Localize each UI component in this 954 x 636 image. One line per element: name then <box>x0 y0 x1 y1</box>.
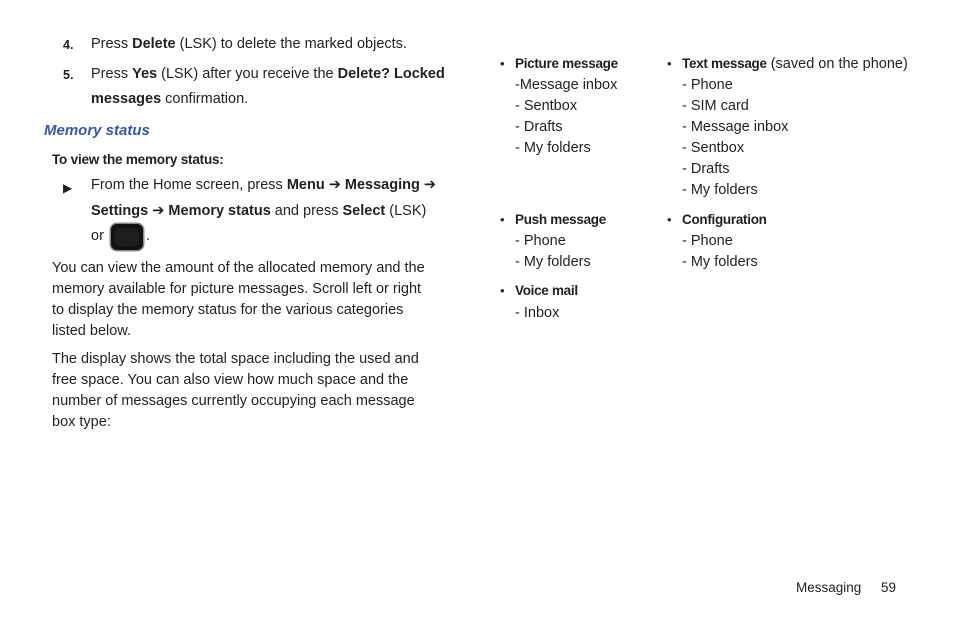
ok-key-icon <box>111 224 143 250</box>
list-item: - My folders <box>682 182 758 198</box>
triangle-bullet-icon: ▶ <box>63 181 73 195</box>
step-5-text-line1: Press Yes (LSK) after you receive the Delete? Locked <box>91 66 445 82</box>
paragraph-display-info: The display shows the total space including the used and free space. You can also view how much space and the number of messages currently occupying each message box type: <box>52 351 419 430</box>
list-item: - Drafts <box>682 161 730 177</box>
list-item: - Phone <box>515 233 566 249</box>
bullet-icon: • <box>667 56 672 71</box>
category-voice-mail: Voice mail <box>515 283 578 298</box>
list-item: - Inbox <box>515 305 560 321</box>
list-item: - Sentbox <box>515 98 578 114</box>
category-text-message: Text message (saved on the phone) <box>682 56 908 72</box>
instruction-line1: From the Home screen, press Menu ➔ Messaging ➔ <box>91 177 437 193</box>
instruction-line2: Settings ➔ Memory status and press Select (LSK) <box>91 203 427 219</box>
instruction-period: . <box>146 228 151 244</box>
list-item: - Message inbox <box>682 119 789 135</box>
category-picture-message: Picture message <box>515 56 618 71</box>
paragraph-memory-view: You can view the amount of the allocated memory and the memory available for picture messages. Scroll left or right to display the memory status for the various categories listed below. <box>52 260 425 339</box>
section-subheading: To view the memory status: <box>52 152 224 167</box>
bullet-icon: • <box>500 212 505 227</box>
bullet-icon: • <box>500 56 505 71</box>
category-push-message: Push message <box>515 212 606 227</box>
bullet-icon: • <box>500 283 505 298</box>
step-number-5: 5. <box>63 68 74 82</box>
instruction-or: or <box>91 228 104 244</box>
list-item: - Drafts <box>515 119 563 135</box>
list-item: - My folders <box>515 254 591 270</box>
list-item: - SIM card <box>682 98 749 114</box>
list-item: - My folders <box>515 140 591 156</box>
step-5-text-line2: messages confirmation. <box>91 91 249 107</box>
list-item: - My folders <box>682 254 758 270</box>
step-number-4: 4. <box>63 38 74 52</box>
footer-section-name: Messaging <box>796 580 862 595</box>
list-item: - Phone <box>682 77 733 93</box>
list-item: - Phone <box>682 233 733 249</box>
list-item: - Sentbox <box>682 140 745 156</box>
category-configuration: Configuration <box>682 212 767 227</box>
bullet-icon: • <box>667 212 672 227</box>
section-heading: Memory status <box>44 122 150 139</box>
page-number: 59 <box>881 580 897 595</box>
step-4-text: Press Delete (LSK) to delete the marked objects. <box>91 36 407 52</box>
list-item: -Message inbox <box>515 77 618 93</box>
